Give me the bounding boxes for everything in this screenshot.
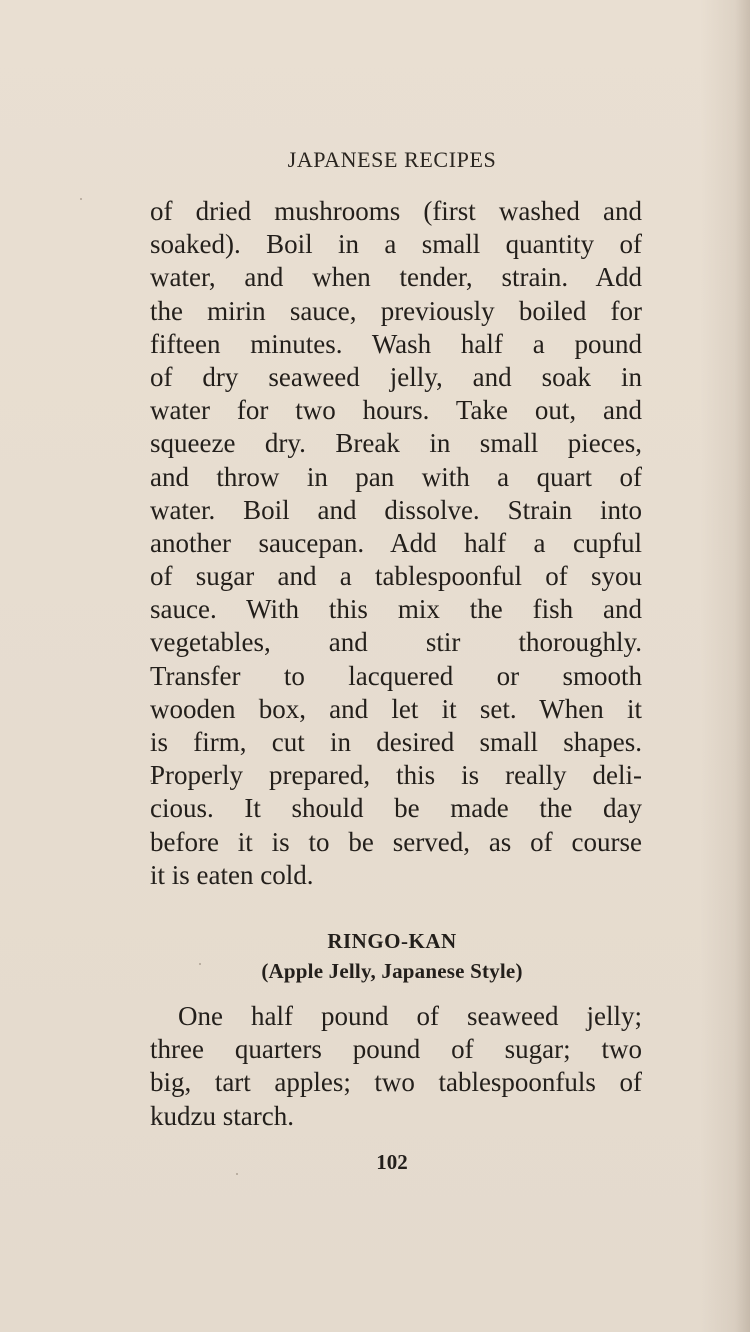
text-line: three quarters pound of sugar; two <box>150 1034 642 1065</box>
paper-speck <box>199 963 201 965</box>
text-line: it is eaten cold. <box>150 859 314 890</box>
ingredients-paragraph <box>150 1000 642 1133</box>
text-line: and throw in pan with a quart of <box>150 461 642 492</box>
text-line: cious. It should be made the day <box>150 793 642 824</box>
text-line: another saucepan. Add half a cupful <box>150 527 642 558</box>
text-line: water. Boil and dissolve. Strain into <box>150 494 642 525</box>
text-line: squeeze dry. Break in small pieces, <box>150 428 642 459</box>
paper-speck <box>150 780 152 782</box>
text-line: the mirin sauce, previously boiled for <box>150 295 642 326</box>
recipe-subtitle: (Apple Jelly, Japanese Style) <box>261 959 523 983</box>
recipe-body-paragraph <box>150 195 642 892</box>
page-number: 102 <box>376 1150 408 1174</box>
text-line: water, and when tender, strain. Add <box>150 262 642 293</box>
text-line: of dry seaweed jelly, and soak in <box>150 361 642 392</box>
text-line: vegetables, and stir thoroughly. <box>150 627 642 658</box>
text-line: fifteen minutes. Wash half a pound <box>150 328 642 359</box>
text-line: big, tart apples; two tablespoonfuls of <box>150 1067 642 1098</box>
recipe-title: RINGO-KAN <box>327 929 457 953</box>
paper-speck <box>236 1173 238 1175</box>
text-line: One half pound of seaweed jelly; <box>178 1001 642 1031</box>
text-line: wooden box, and let it set. When it <box>150 693 642 724</box>
text-line: soaked). Boil in a small quantity of <box>150 229 642 260</box>
text-line: before it is to be served, as of course <box>150 826 642 857</box>
text-line: of dried mushrooms (first washed and <box>150 196 642 226</box>
text-line: kudzu starch. <box>150 1100 294 1131</box>
text-line: of sugar and a tablespoonful of syou <box>150 561 642 592</box>
text-line: is firm, cut in desired small shapes. <box>150 727 642 757</box>
text-line: Properly prepared, this is really deli- <box>150 760 642 791</box>
text-line: sauce. With this mix the fish and <box>150 594 642 625</box>
running-head: JAPANESE RECIPES <box>287 147 497 172</box>
text-line: water for two hours. Take out, and <box>150 395 642 426</box>
paper-speck <box>80 198 82 200</box>
text-line: Transfer to lacquered or smooth <box>150 660 642 691</box>
